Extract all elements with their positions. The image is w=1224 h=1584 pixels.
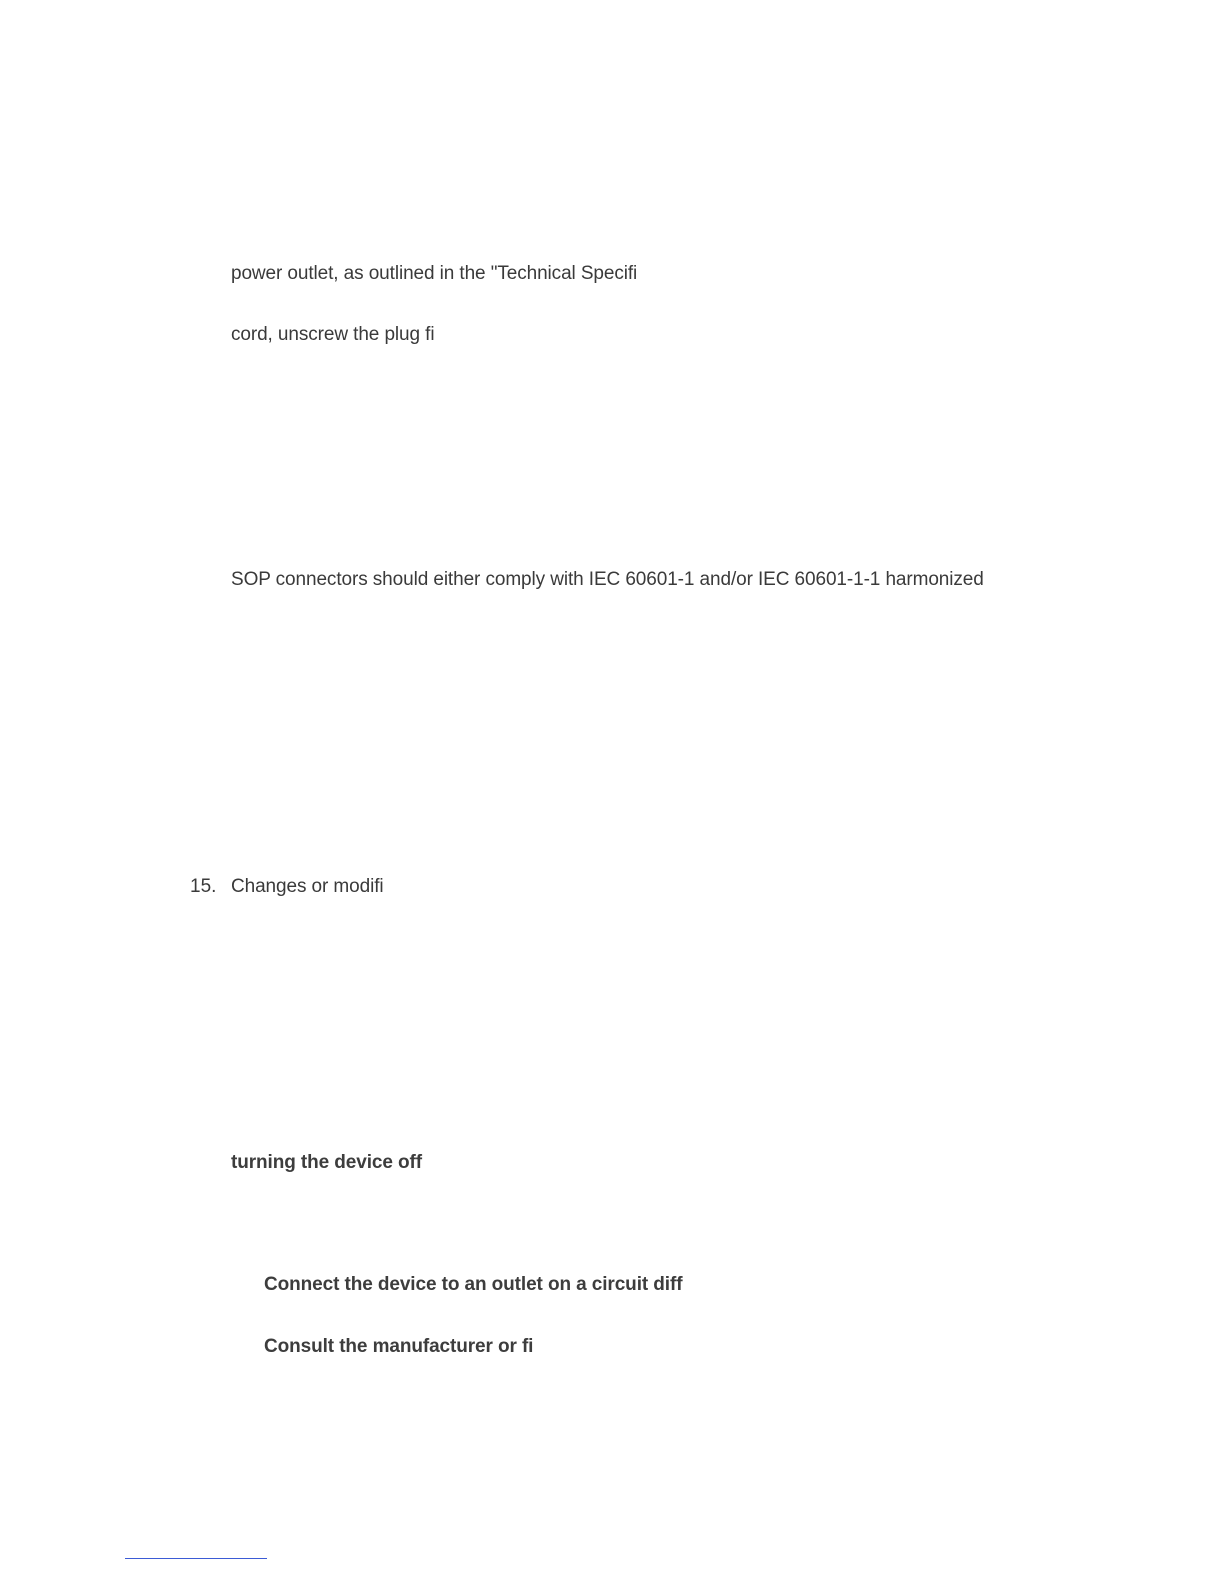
text-turning-off: turning the device off [231, 1152, 422, 1173]
text-consult: Consult the manufacturer or fi [264, 1336, 534, 1357]
text-sop-connectors: SOP connectors should either comply with IEC 60601-1 and/or IEC 60601-1-1 harmonized [231, 569, 984, 590]
text-power-outlet: power outlet, as outlined in the "Technical Specifi [231, 263, 638, 284]
text-changes: Changes or modifi [231, 876, 384, 897]
footnote-rule [125, 1558, 267, 1559]
text-connect-outlet: Connect the device to an outlet on a circuit diff [264, 1274, 683, 1295]
list-number-15: 15. [190, 876, 217, 897]
text-cord-unscrew: cord, unscrew the plug fi [231, 324, 435, 345]
